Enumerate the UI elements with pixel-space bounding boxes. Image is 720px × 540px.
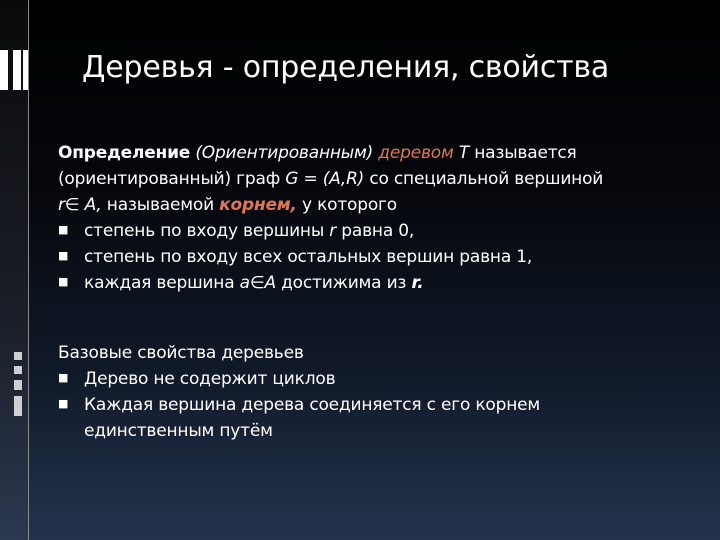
definition-tree-word: деревом [378, 143, 454, 163]
vertical-divider [28, 0, 29, 540]
definition-graph-text: (ориентированный) граф [58, 169, 281, 189]
definition-term: Определение [58, 143, 191, 163]
slide-title: Деревья - определения, свойства [82, 50, 610, 85]
definition-special-vertex: со специальной вершиной [369, 169, 604, 189]
side-deco-block-3 [14, 380, 22, 390]
bullet-1-text-post: равна 0, [341, 221, 415, 241]
definition-bullet-2 [58, 244, 708, 270]
side-deco-block-1 [14, 352, 22, 360]
definition-which: у которого [302, 195, 397, 215]
property-bullet-2 [58, 392, 664, 444]
bullet-3-text-pre: каждая вершина [84, 273, 235, 293]
property-bullet-1 [58, 366, 708, 392]
title-deco-block-medium [13, 50, 21, 90]
definition-bullet-1 [58, 218, 708, 244]
definition-tree-symbol: T [458, 143, 469, 163]
definition-line-2 [58, 166, 708, 192]
side-deco-block-4 [14, 396, 22, 416]
properties-heading: Базовые свойства деревьев [58, 343, 304, 363]
definition-is-called: называется [474, 143, 577, 163]
definition-in-a: ∈ A, [64, 195, 102, 215]
definition-paren: (Ориентированным) [195, 143, 374, 163]
definition-root-word: корнем, [219, 195, 297, 215]
square-bullet-icon: ■ [58, 275, 69, 288]
property-1-text: Дерево не содержит циклов [84, 369, 336, 389]
bullet-1-text-pre: степень по входу вершины [84, 221, 325, 241]
definition-block [58, 140, 708, 296]
square-bullet-icon: ■ [58, 397, 69, 410]
title-deco-block-large [0, 50, 8, 90]
square-bullet-icon: ■ [58, 371, 69, 384]
bullet-1-var-r: r [329, 221, 337, 241]
properties-block [58, 340, 708, 444]
definition-formula: G = (A,R) [285, 169, 365, 189]
bullet-2-text: степень по входу всех остальных вершин равна 1, [84, 247, 533, 267]
bullet-3-text-mid: достижима из [281, 273, 407, 293]
bullet-3-var-a: a∈A [239, 273, 276, 293]
side-deco-block-2 [14, 366, 22, 374]
square-bullet-icon: ■ [58, 249, 69, 262]
definition-line-3 [58, 192, 708, 218]
definition-r-var: r [58, 195, 65, 215]
definition-called: называемой [106, 195, 214, 215]
bullet-3-var-r: r. [411, 273, 424, 293]
title-deco-block-small [23, 50, 28, 90]
square-bullet-icon: ■ [58, 223, 69, 236]
definition-bullet-3 [58, 270, 708, 296]
property-2-text: Каждая вершина дерева соединяется с его корнем единственным путём [84, 395, 541, 441]
definition-line-1 [58, 140, 708, 166]
